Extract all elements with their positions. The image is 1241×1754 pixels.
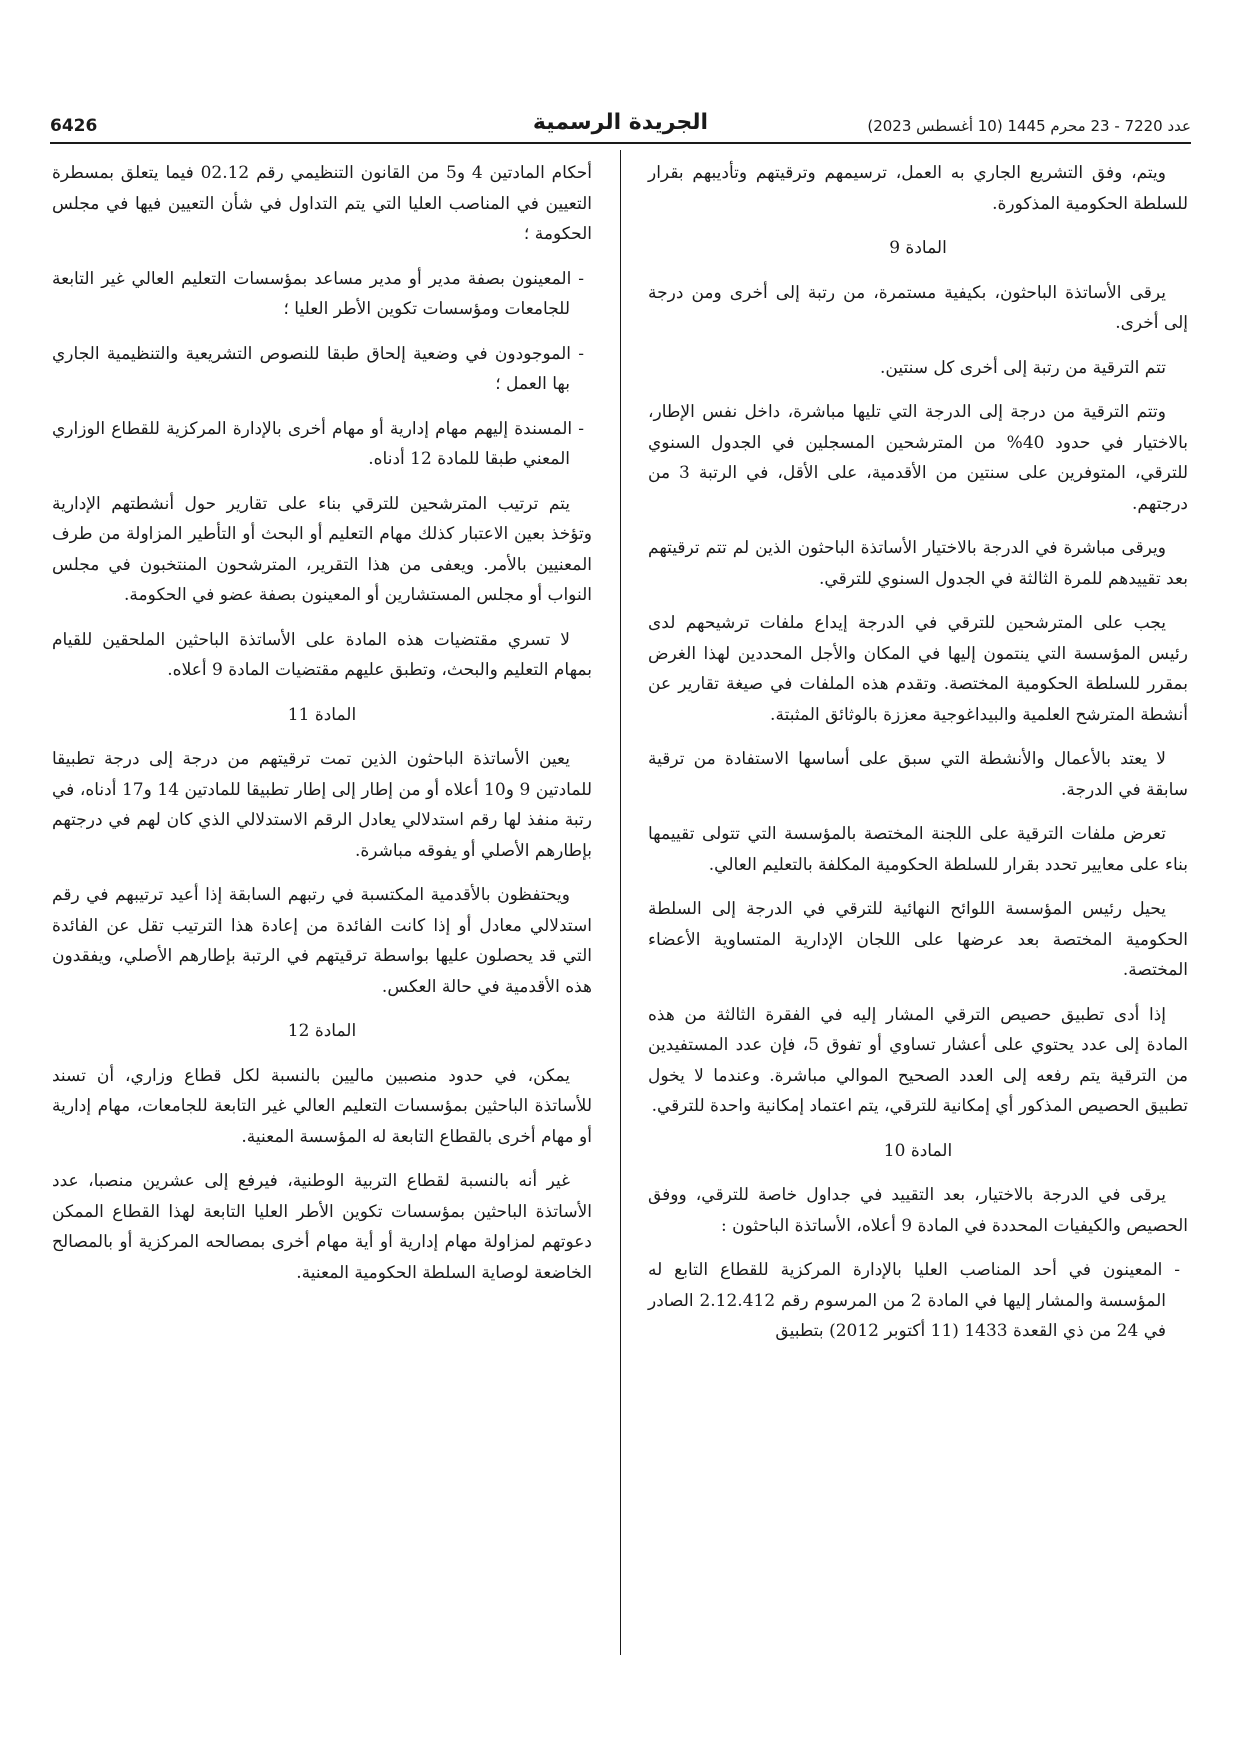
list-item: - المسندة إليهم مهام إدارية أو مهام أخرى بالإدارة المركزية للقطاع الوزاري المعني طبقا للمادة 12 أدناه. <box>52 418 584 469</box>
right-column <box>648 158 1188 1361</box>
article-heading: المادة 11 <box>287 704 357 725</box>
page-number: 6426 <box>50 116 98 136</box>
paragraph: يحيل رئيس المؤسسة اللوائح النهائية للترقي في الدرجة إلى السلطة الحكومية المختصة بعد عرضها على اللجان الإدارية المتساوية الأعضاء المختصة. <box>648 899 1188 980</box>
list-item: - المعينون بصفة مدير أو مدير مساعد بمؤسسات التعليم العالي غير التابعة للجامعات ومؤسسات تكوين الأطر العليا ؛ <box>52 268 584 319</box>
paragraph: تعرض ملفات الترقية على اللجنة المختصة بالمؤسسة التي تتولى تقييمها بناء على معايير تحدد بقرار للسلطة الحكومية المكلفة بالتعليم العالي. <box>648 824 1188 875</box>
issue-info: عدد 7220 - 23 محرم 1445 (10 أغسطس 2023) <box>867 117 1191 135</box>
gazette-title: الجريدة الرسمية <box>532 110 709 135</box>
left-column <box>52 158 592 1302</box>
article-heading: المادة 10 <box>883 1140 953 1161</box>
paragraph: يرقى في الدرجة بالاختيار، بعد التقييد في جداول خاصة للترقي، ووفق الحصيص والكيفيات المحددة في المادة 9 أعلاه، الأساتذة الباحثون : <box>648 1185 1188 1236</box>
page-header <box>50 110 1191 144</box>
paragraph: تتم الترقية من رتبة إلى أخرى كل سنتين. <box>880 357 1166 378</box>
paragraph: ويتم، وفق التشريع الجاري به العمل، ترسيمهم وترقيتهم وتأديبهم بقرار للسلطة الحكومية المذكورة. <box>648 163 1188 214</box>
paragraph: وتتم الترقية من درجة إلى الدرجة التي تليها مباشرة، داخل نفس الإطار، بالاختيار في حدود 40% من المترشحين المسجلين في الجدول السنوي للترقي، المتوفرين على سنتين من الأقدمية، على الأقل، في الرتبة 3 من درجتهم. <box>648 402 1189 514</box>
list-item: - المعينون في أحد المناصب العليا بالإدارة المركزية للقطاع التابع له المؤسسة والمشار إليها في المادة 2 من المرسوم رقم 2.12.412 الصادر في 24 من ذي القعدة 1433 (11 أكتوبر 2012) بتطبيق <box>648 1260 1180 1341</box>
paragraph: يعين الأساتذة الباحثون الذين تمت ترقيتهم من درجة إلى درجة تطبيقا للمادتين 9 و10 أعلاه أو من إطار إلى إطار تطبيقا للمادتين 14 و17 أدناه، في رتبة منفذ لها رقم استدلالي يعادل الرقم الاستدلالي الذي كان لهم في درجتهم بإطارهم الأصلي أو يفوقه مباشرة. <box>52 749 592 861</box>
column-divider <box>620 150 621 1655</box>
paragraph: لا يعتد بالأعمال والأنشطة التي سبق على أساسها الاستفادة من ترقية سابقة في الدرجة. <box>648 749 1188 800</box>
article-heading: المادة 12 <box>287 1021 357 1041</box>
paragraph: غير أنه بالنسبة لقطاع التربية الوطنية، فيرفع إلى عشرين منصبا، عدد الأساتذة الباحثين بمؤسسات تكوين الأطر العليا التابعة لهذا القطاع الممكن دعوتهم لمزاولة مهام إدارية أو أية مهام أخرى بمصالحه المركزية أو بالمصالح الخاضعة لوصاية السلطة الحكومية المعنية. <box>52 1171 592 1283</box>
paragraph: يجب على المترشحين للترقي في الدرجة إيداع ملفات ترشيحهم لدى رئيس المؤسسة التي ينتمون إليها في المكان والأجل المحددين لهذا الغرض بمقرر للسلطة الحكومية المختصة. وتقدم هذه الملفات في صيغة تقارير عن أنشطة المترشح العلمية والبيداغوجية معززة بالوثائق المثبتة. <box>648 613 1188 725</box>
paragraph: يتم ترتيب المترشحين للترقي بناء على تقارير حول أنشطتهم الإدارية وتؤخذ بعين الاعتبار كذلك مهام التعليم أو البحث أو التأطير المزاولة من طرف المعنيين بالأمر. ويعفى من هذا التقرير، المترشحون المنتخبون في مجلس النواب أو مجلس المستشارين أو المعينون بصفة عضو في الحكومة. <box>52 493 592 605</box>
paragraph: ويرقى مباشرة في الدرجة بالاختيار الأساتذة الباحثون الذين لم تتم ترقيتهم بعد تقييدهم للمرة الثالثة في الجدول السنوي للترقي. <box>648 538 1188 589</box>
paragraph: يمكن، في حدود منصبين ماليين بالنسبة لكل قطاع وزاري، أن تسند للأساتذة الباحثين بمؤسسات التعليم العالي غير التابعة للجامعات، مهام إدارية أو مهام أخرى بالقطاع التابعة له المؤسسة المعنية. <box>52 1065 592 1147</box>
paragraph: يرقى الأساتذة الباحثون، بكيفية مستمرة، من رتبة إلى أخرى ومن درجة إلى أخرى. <box>648 282 1188 333</box>
paragraph: لا تسري مقتضيات هذه المادة على الأساتذة الباحثين الملحقين للقيام بمهام التعليم والبحث، وتطبق عليهم مقتضيات المادة 9 أعلاه. <box>52 629 592 680</box>
article-heading: المادة 9 <box>889 238 947 258</box>
list-item: - الموجودون في وضعية إلحاق طبقا للنصوص التشريعية والتنظيمية الجاري بها العمل ؛ <box>52 343 584 394</box>
paragraph: ويحتفظون بالأقدمية المكتسبة في رتبهم السابقة إذا أعيد ترتيبهم في رقم استدلالي معادل أو إذا كانت الفائدة من إعادة هذا الترتيب تقل عن الفائدة التي قد يحصلون عليها بواسطة ترقيتهم في الرتبة بإطارهم الأصلي، ويفقدون هذه الأقدمية في حالة العكس. <box>52 885 592 997</box>
paragraph: إذا أدى تطبيق حصيص الترقي المشار إليه في الفقرة الثالثة من هذه المادة إلى عدد يحتوي على أعشار تساوي أو تفوق 5، فإن عدد المستفيدين من الترقية يتم رفعه إلى العدد الصحيح الموالي مباشرة. وعندما لا يخول تطبيق الحصيص المذكور أي إمكانية للترقي، يتم اعتماد إمكانية واحدة للترقي. <box>648 1004 1188 1116</box>
header-rule <box>50 142 1191 144</box>
paragraph: أحكام المادتين 4 و5 من القانون التنظيمي رقم 02.12 فيما يتعلق بمسطرة التعيين في المناصب العليا التي يتم التداول في شأن التعيين فيها في مجلس الحكومة ؛ <box>52 163 592 244</box>
